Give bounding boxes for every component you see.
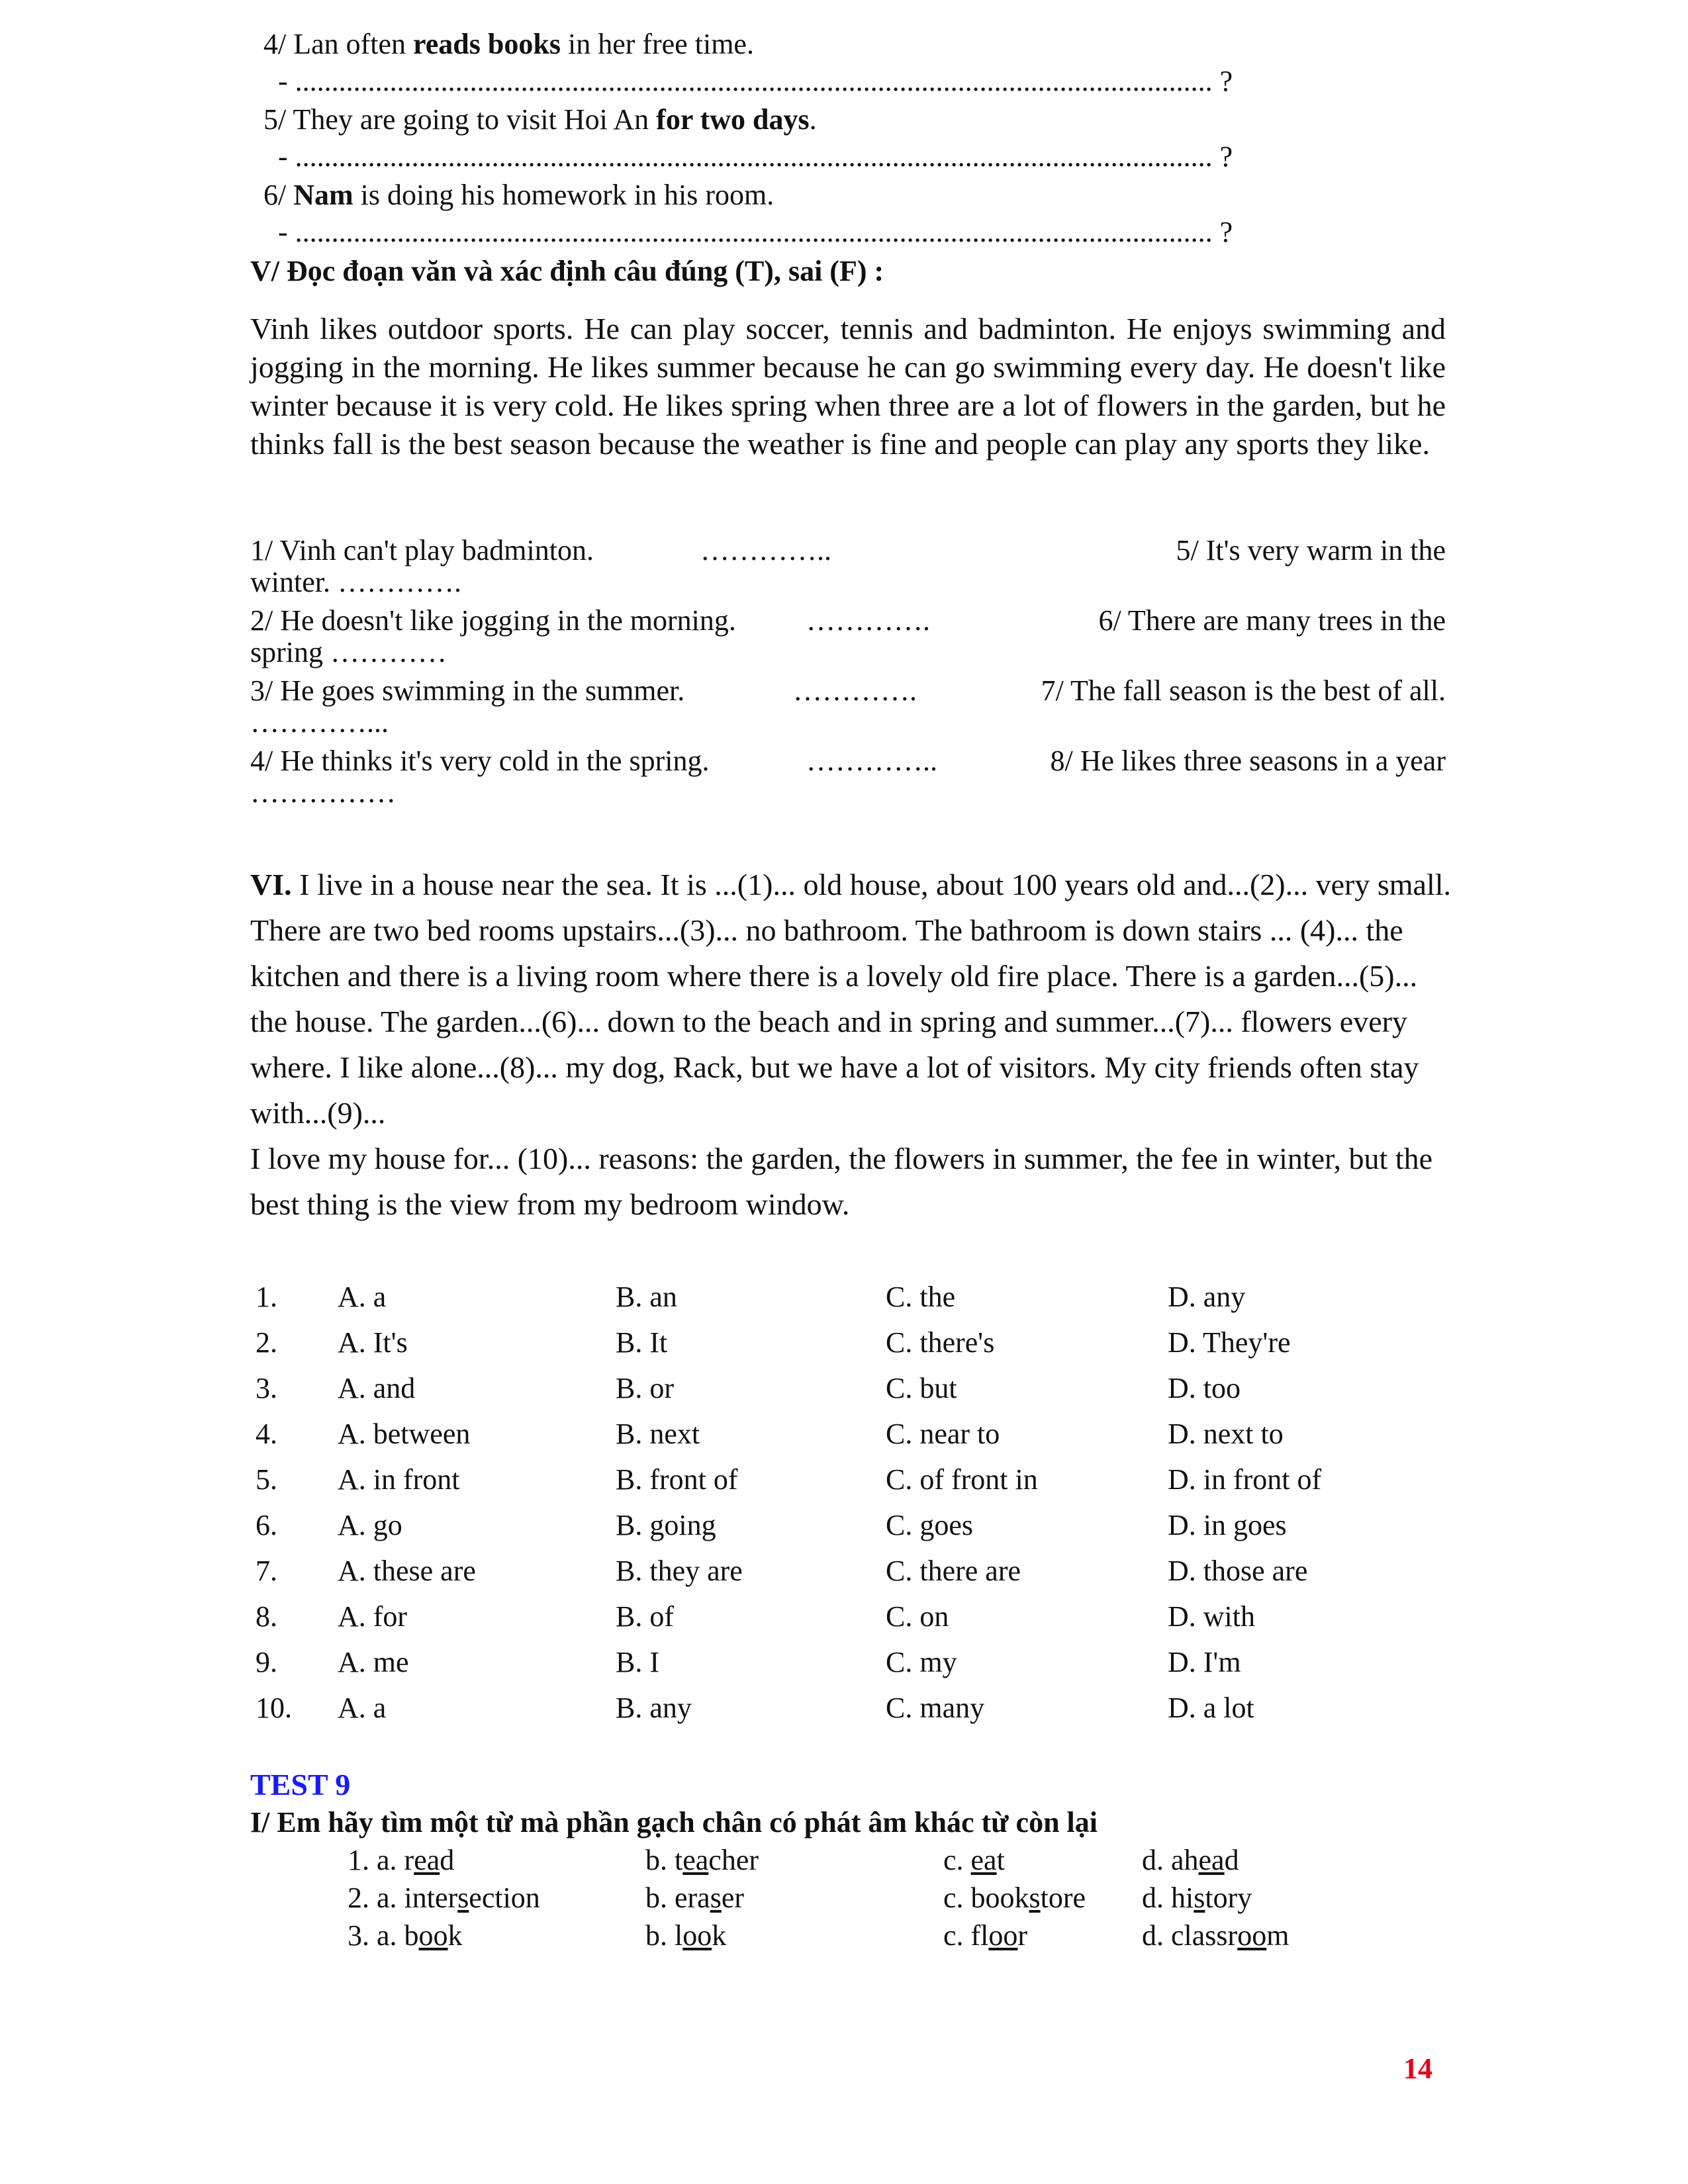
choice-option-d: D. in front of — [1168, 1463, 1322, 1496]
word-part: k — [712, 1919, 727, 1952]
choice-option-d: D. next to — [1168, 1418, 1284, 1450]
choice-option-a: A. in front — [338, 1463, 460, 1496]
choice-option-c: C. but — [886, 1372, 957, 1404]
choice-option-b: B. or — [616, 1372, 674, 1404]
choice-option-c: C. there are — [886, 1555, 1021, 1587]
choice-option-d: D. I'm — [1168, 1646, 1241, 1678]
word-part: m — [1266, 1919, 1289, 1952]
tf-right-6: 6/ There are many trees in the — [1098, 604, 1446, 637]
underlined-part: s — [1194, 1882, 1205, 1914]
section6-passage-end: I love my house for... (10)... reasons: the garden, the flowers in summer, the fee in winter, but the best thing is the view from my bedroom window. — [250, 1142, 1433, 1221]
choice-option-d: D. too — [1168, 1372, 1241, 1404]
choice-row — [250, 1274, 1462, 1320]
choice-option-b: B. they are — [616, 1555, 743, 1587]
tf-wrap-2: spring ………… — [250, 636, 447, 668]
page-number: 14 — [1403, 2052, 1432, 2085]
tf-right-5: 5/ It's very warm in the — [1176, 534, 1446, 567]
phonetics-row — [348, 1841, 1473, 1880]
choice-option-b: B. of — [616, 1600, 674, 1633]
word-part: b. era — [645, 1882, 710, 1914]
word-part: c. — [943, 1844, 971, 1876]
answer-line-5: - .............................................................................................................................. ? — [278, 140, 1233, 173]
underlined-part: ea — [414, 1844, 440, 1876]
choice-option-b: B. next — [616, 1418, 700, 1450]
word-part: b. l — [645, 1919, 683, 1952]
test9-heading: I/ Em hãy tìm một từ mà phần gạch chân có phát âm khác từ còn lại — [250, 1806, 1098, 1839]
underlined-part: oo — [418, 1919, 448, 1952]
tf-wrap-3: …………... — [250, 706, 389, 739]
phonetics-option-c — [943, 1841, 1005, 1880]
rewrite-item-4: 4/ Lan often reads books in her free time. — [263, 28, 754, 60]
underlined-part: s — [1029, 1882, 1041, 1914]
underlined-part: s — [457, 1882, 469, 1914]
tf-left-2: 2/ He doesn't like jogging in the morning. …………. — [250, 604, 930, 637]
phonetics-row — [348, 1879, 1473, 1917]
word-part: 1. a. r — [348, 1844, 414, 1876]
underlined-part: s — [710, 1882, 722, 1914]
choice-option-d: D. They're — [1168, 1326, 1291, 1359]
choice-number: 1. — [256, 1281, 277, 1313]
choice-row — [250, 1685, 1462, 1731]
tf-left-4: 4/ He thinks it's very cold in the spring. ………….. — [250, 745, 937, 777]
choice-number: 4. — [256, 1418, 277, 1450]
test9-title: TEST 9 — [250, 1768, 351, 1801]
choice-option-c: C. the — [886, 1281, 956, 1313]
choice-option-c: C. on — [886, 1600, 949, 1633]
section5-passage: Vinh likes outdoor sports. He can play soccer, tennis and badminton. He enjoys swimming and jogging in the morning. He likes summer because he can go swimming every day. He doesn't like winter because it is very cold. He likes spring when three are a lot of flowers in the garden, but he thinks fall is the best season because the weather is fine and people can play any sports they like. — [250, 312, 1446, 461]
phonetics-option-a — [348, 1917, 463, 1955]
choice-option-a: A. between — [338, 1418, 471, 1450]
choice-row — [250, 1548, 1462, 1594]
word-part: er — [721, 1882, 745, 1914]
choice-option-a: A. these are — [338, 1555, 476, 1587]
choice-option-a: A. me — [338, 1646, 409, 1678]
choice-number: 5. — [256, 1463, 277, 1496]
choice-row — [250, 1639, 1462, 1685]
underlined-part: oo — [988, 1919, 1018, 1952]
choice-option-d: D. any — [1168, 1281, 1246, 1313]
choice-number: 9. — [256, 1646, 277, 1678]
choice-option-a: A. and — [338, 1372, 416, 1404]
tf-wrap-1: winter. …………. — [250, 566, 461, 598]
choice-option-d: D. in goes — [1168, 1509, 1287, 1541]
choice-row — [250, 1457, 1462, 1502]
choice-number: 6. — [256, 1509, 277, 1541]
choice-option-c: C. near to — [886, 1418, 1000, 1450]
choice-option-b: B. front of — [616, 1463, 738, 1496]
choice-option-c: C. many — [886, 1692, 985, 1724]
rewrite-item-6: 6/ Nam is doing his homework in his room. — [263, 179, 774, 211]
tf-left-1: 1/ Vinh can't play badminton. ………….. — [250, 534, 831, 567]
choice-option-c: C. there's — [886, 1326, 995, 1359]
word-part: t — [996, 1844, 1005, 1876]
phonetics-option-b — [645, 1917, 726, 1955]
choice-option-b: B. any — [616, 1692, 692, 1724]
phonetics-option-a — [348, 1841, 454, 1880]
answer-line-6: - .............................................................................................................................. ? — [278, 216, 1233, 248]
word-part: tory — [1205, 1882, 1252, 1914]
choice-option-c: C. my — [886, 1646, 957, 1678]
phonetics-row — [348, 1917, 1473, 1955]
choice-option-a: A. It's — [338, 1326, 408, 1359]
word-part: 2. a. inter — [348, 1882, 458, 1914]
underlined-part: oo — [682, 1919, 712, 1952]
word-part: d. ah — [1142, 1844, 1199, 1876]
phonetics-option-c — [943, 1879, 1086, 1917]
tf-right-8: 8/ He likes three seasons in a year — [1050, 745, 1446, 777]
word-part: d. classr — [1142, 1919, 1238, 1952]
choice-option-d: D. a lot — [1168, 1692, 1254, 1724]
rewrite-item-5: 5/ They are going to visit Hoi An for two days. — [263, 103, 817, 136]
word-part: b. t — [645, 1844, 683, 1876]
choice-number: 7. — [256, 1555, 277, 1587]
choice-row — [250, 1365, 1462, 1411]
choice-option-b: B. an — [616, 1281, 677, 1313]
choice-number: 3. — [256, 1372, 277, 1404]
word-part: c. fl — [943, 1919, 989, 1952]
phonetics-option-d — [1142, 1841, 1239, 1880]
tf-wrap-4: …………… — [250, 776, 396, 809]
word-part: r — [1017, 1919, 1028, 1952]
answer-line-4: - .............................................................................................................................. ? — [278, 65, 1233, 97]
word-part: k — [447, 1919, 463, 1952]
choice-option-d: D. those are — [1168, 1555, 1308, 1587]
choice-option-a: A. a — [338, 1692, 387, 1724]
word-part: d. hi — [1142, 1882, 1194, 1914]
choice-option-c: C. goes — [886, 1509, 973, 1541]
word-part: ection — [469, 1882, 540, 1914]
choice-row — [250, 1320, 1462, 1365]
word-part: c. book — [943, 1882, 1029, 1914]
choice-row — [250, 1594, 1462, 1639]
word-part: d — [1224, 1844, 1239, 1876]
choice-option-b: B. going — [616, 1509, 716, 1541]
phonetics-option-b — [645, 1879, 744, 1917]
section6-passage: VI. I live in a house near the sea. It is ...(1)... old house, about 100 years old and...(2)... very small. There are two bed rooms upstairs...(3)... no bathroom. The bathroom is down stairs ... (4)... the kitchen and there is a living room where there is a lovely old fire place. There is a garden...(5)... the house. The garden...(6)... down to the beach and in spring and summer...(7)... flowers every where. I like alone...(8)... my dog, Rack, but we have a lot of visitors. My city friends often stay with...(9)... — [250, 868, 1452, 1130]
choice-option-d: D. with — [1168, 1600, 1255, 1633]
choice-option-c: C. of front in — [886, 1463, 1038, 1496]
choice-option-b: B. It — [616, 1326, 668, 1359]
phonetics-option-a — [348, 1879, 540, 1917]
tf-right-7: 7/ The fall season is the best of all. — [1041, 674, 1446, 707]
choice-option-a: A. go — [338, 1509, 402, 1541]
phonetics-option-c — [943, 1917, 1027, 1955]
tf-left-3: 3/ He goes swimming in the summer. …………. — [250, 674, 917, 707]
underlined-part: ea — [682, 1844, 709, 1876]
underlined-part: ea — [1198, 1844, 1225, 1876]
choice-number: 2. — [256, 1326, 277, 1359]
word-part: tore — [1040, 1882, 1086, 1914]
choice-number: 10. — [256, 1692, 292, 1724]
phonetics-option-b — [645, 1841, 759, 1880]
word-part: 3. a. b — [348, 1919, 419, 1952]
choice-option-a: A. for — [338, 1600, 408, 1633]
underlined-part: ea — [970, 1844, 997, 1876]
section6-label: VI. — [250, 868, 292, 901]
choice-row — [250, 1411, 1462, 1457]
word-part: d — [440, 1844, 455, 1876]
word-part: cher — [708, 1844, 759, 1876]
choice-option-a: A. a — [338, 1281, 387, 1313]
phonetics-option-d — [1142, 1917, 1289, 1955]
underlined-part: oo — [1237, 1919, 1267, 1952]
section5-heading: V/ Đọc đoạn văn và xác định câu đúng (T), sai (F) : — [250, 255, 884, 287]
choice-number: 8. — [256, 1600, 277, 1633]
phonetics-option-d — [1142, 1879, 1252, 1917]
choice-option-b: B. I — [616, 1646, 659, 1678]
choice-row — [250, 1502, 1462, 1548]
